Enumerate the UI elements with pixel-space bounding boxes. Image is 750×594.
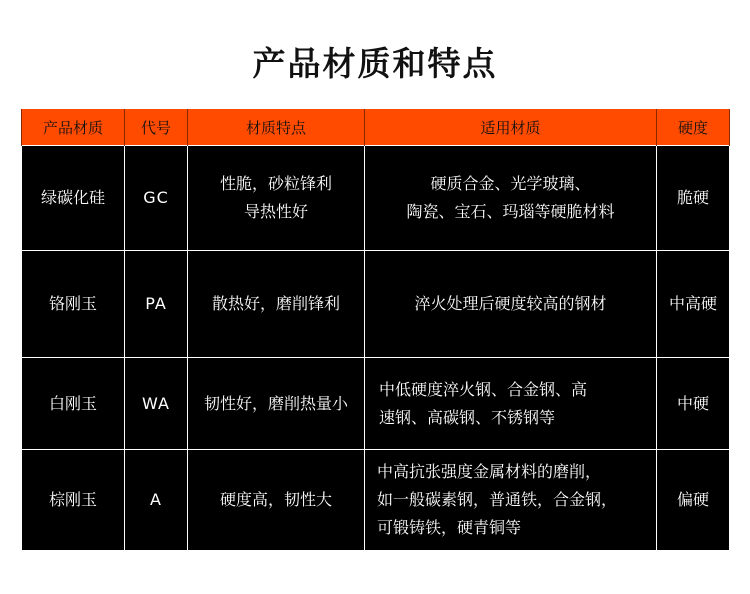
header-material: 产品材质 [22, 109, 125, 146]
cell-features [188, 358, 365, 450]
cell-material: 绿碳化硅 [22, 146, 125, 251]
cell-features [188, 146, 365, 251]
cell-material: 白刚玉 [22, 358, 125, 450]
material-spec-table [21, 109, 730, 551]
cell-hardness: 脆硬 [657, 146, 730, 251]
feature-line: 散热好，磨削锋利 [211, 294, 340, 313]
applicable-line: 中低硬度淬火钢、合金钢、高 [379, 379, 588, 399]
header-applicable: 适用材质 [365, 109, 657, 146]
table-row [22, 358, 730, 450]
cell-material: 铬刚玉 [22, 251, 125, 358]
applicable-line: 可锻铸铁，硬青铜等 [377, 518, 522, 537]
applicable-line: 硬质合金、光学玻璃、 [430, 174, 591, 193]
cell-hardness: 中高硬 [657, 251, 730, 358]
cell-material: 棕刚玉 [22, 450, 125, 551]
applicable-line: 陶瓷、宝石、玛瑙等硬脆材料 [406, 202, 615, 221]
cell-code: PA [125, 251, 188, 358]
header-code: 代号 [125, 109, 188, 146]
feature-line: 导热性好 [243, 202, 308, 221]
header-features: 材质特点 [188, 109, 365, 146]
page-title: 产品材质和特点 [252, 44, 498, 83]
cell-applicable [365, 358, 657, 450]
cell-hardness: 中硬 [657, 358, 730, 450]
header-hardness: 硬度 [657, 109, 730, 146]
applicable-line: 速钢、高碳钢、不锈钢等 [379, 407, 556, 427]
table-row [22, 146, 730, 251]
cell-code: A [125, 450, 188, 551]
cell-features [188, 450, 365, 551]
feature-line: 硬度高，韧性大 [219, 490, 332, 509]
cell-applicable [365, 146, 657, 251]
applicable-line: 中高抗张强度金属材料的磨削， [377, 462, 602, 481]
cell-code: GC [125, 146, 188, 251]
applicable-line: 淬火处理后硬度较高的钢材 [414, 294, 607, 313]
cell-features [188, 251, 365, 358]
cell-hardness: 偏硬 [657, 450, 730, 551]
table-header-row [22, 109, 730, 146]
feature-line: 性脆，砂粒锋利 [219, 174, 332, 193]
table-row [22, 251, 730, 358]
feature-line: 韧性好，磨削热量小 [203, 393, 348, 413]
cell-code: WA [125, 358, 188, 450]
cell-applicable [365, 450, 657, 551]
applicable-line: 如一般碳素钢，普通铁，合金钢， [377, 490, 618, 509]
cell-applicable [365, 251, 657, 358]
table-row [22, 450, 730, 551]
